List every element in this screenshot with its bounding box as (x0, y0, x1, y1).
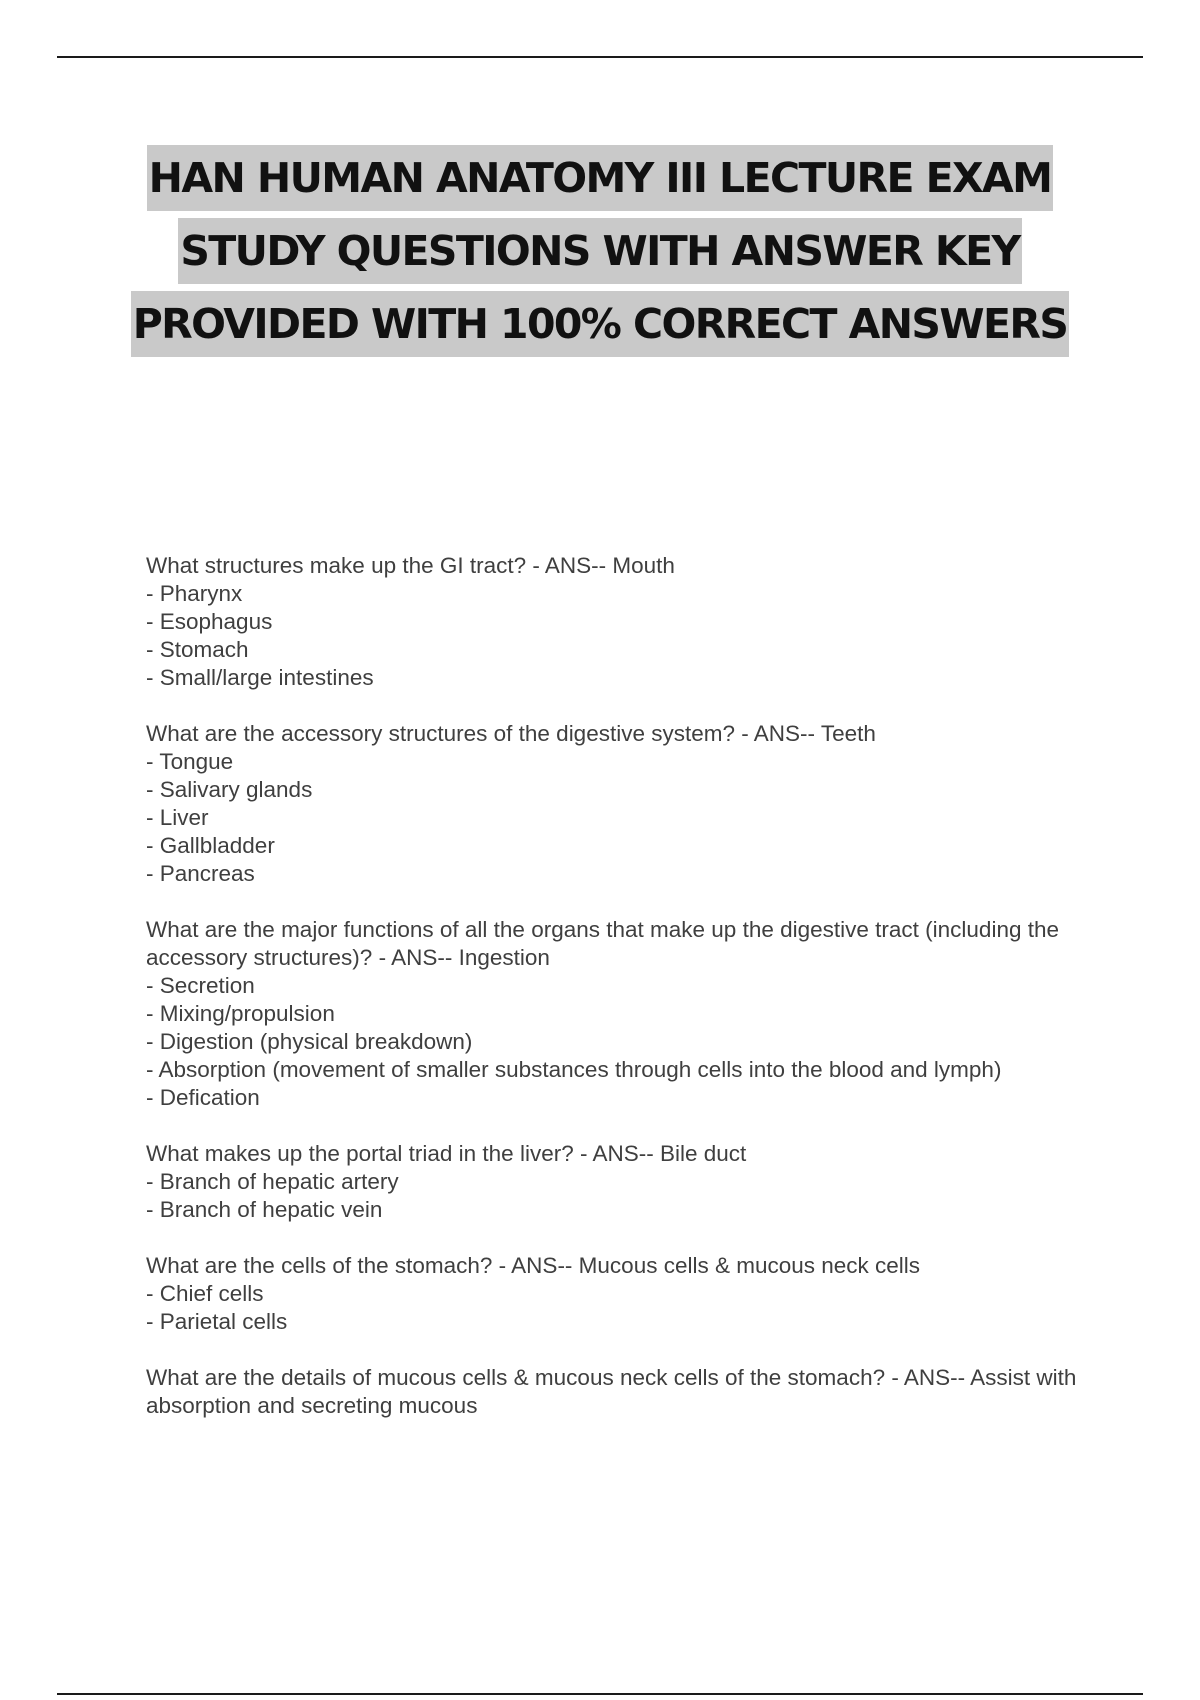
answer-line: - Secretion (146, 973, 255, 998)
question-text: What are the accessory structures of the digestive system? - ANS-- Teeth (146, 721, 876, 746)
document-title (0, 145, 1200, 364)
answer-line: - Defication (146, 1085, 260, 1110)
answer-line: - Branch of hepatic vein (146, 1197, 383, 1222)
title-line-1: HAN HUMAN ANATOMY III LECTURE EXAM (0, 145, 1200, 211)
question-text: What are the major functions of all the organs that make up the digestive tract (including the accessory structures)? - ANS-- Ingestion (146, 917, 1066, 970)
top-rule (57, 56, 1143, 58)
answer-line: - Stomach (146, 637, 249, 662)
qa-item (146, 1140, 1096, 1224)
answer-line: - Pancreas (146, 861, 255, 886)
title-line-3: PROVIDED WITH 100% CORRECT ANSWERS (0, 291, 1200, 357)
answer-line: - Esophagus (146, 609, 273, 634)
answer-line: - Digestion (physical breakdown) (146, 1029, 473, 1054)
answer-line: - Tongue (146, 749, 234, 774)
qa-list (146, 552, 1096, 1448)
qa-item (146, 1252, 1096, 1336)
qa-item (146, 1364, 1096, 1420)
qa-item (146, 552, 1096, 692)
answer-line: - Liver (146, 805, 209, 830)
answer-line: - Absorption (movement of smaller substances through cells into the blood and lymph) (146, 1057, 1002, 1082)
qa-item (146, 916, 1096, 1112)
bottom-rule (57, 1693, 1143, 1695)
answer-line: - Parietal cells (146, 1309, 288, 1334)
question-text: What are the cells of the stomach? - ANS-- Mucous cells & mucous neck cells (146, 1253, 921, 1278)
answer-line: - Branch of hepatic artery (146, 1169, 399, 1194)
answer-line: - Salivary glands (146, 777, 313, 802)
title-line-2: STUDY QUESTIONS WITH ANSWER KEY (0, 218, 1200, 284)
answer-line: - Small/large intestines (146, 665, 374, 690)
question-text: What structures make up the GI tract? - ANS-- Mouth (146, 553, 675, 578)
question-text: What are the details of mucous cells & mucous neck cells of the stomach? - ANS-- Assist with absorption and secreting mucous (146, 1365, 1083, 1418)
question-text: What makes up the portal triad in the liver? - ANS-- Bile duct (146, 1141, 747, 1166)
answer-line: - Chief cells (146, 1281, 264, 1306)
answer-line: - Gallbladder (146, 833, 275, 858)
answer-line: - Mixing/propulsion (146, 1001, 335, 1026)
qa-item (146, 720, 1096, 888)
answer-line: - Pharynx (146, 581, 243, 606)
